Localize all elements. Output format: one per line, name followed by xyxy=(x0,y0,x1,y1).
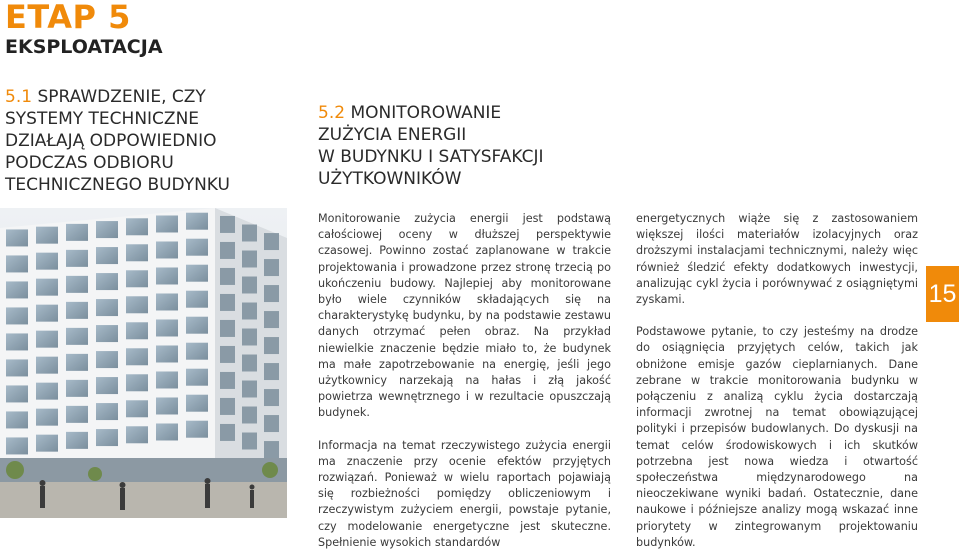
paragraph: Monitorowanie zużycia energii jest podstawą całościowej oceny w dłuższej perspektywie czasowej. Powinno zostać zaplanowane w trakcie projektowania i prowadzone przez stronę trzecią po ukończeniu budowy. Najlepiej aby monitorowane było wiele czynników składających się na charakterystykę budynku, by na podstawie zestawu danych otrzymać pełen obraz. Na przykład niewielkie znaczenie będzie miało to, że budynek ma małe zapotrzebowanie na energię, jeśli jego użytkownicy narzekają na hałas i złą jakość powietrza wewnętrznego i w rezultacie opuszczają budynek. xyxy=(318,212,611,420)
section-heading-5-2 xyxy=(318,102,618,190)
window xyxy=(186,343,208,360)
window xyxy=(156,371,178,388)
window xyxy=(264,259,279,276)
building-photo xyxy=(0,208,287,518)
window xyxy=(36,435,58,452)
section-title-line: TECHNICZNEGO BUDYNKU xyxy=(5,175,230,195)
window xyxy=(36,383,58,400)
window xyxy=(36,331,58,348)
window xyxy=(156,267,178,284)
window xyxy=(242,277,257,294)
window xyxy=(264,337,279,354)
window xyxy=(66,250,88,267)
window xyxy=(264,311,279,328)
window xyxy=(6,359,28,376)
window xyxy=(126,322,148,339)
window xyxy=(96,351,118,368)
text-column-left xyxy=(318,211,611,551)
window xyxy=(220,320,235,337)
window xyxy=(96,325,118,342)
window xyxy=(242,381,257,398)
window xyxy=(6,307,28,324)
window xyxy=(220,346,235,363)
window xyxy=(264,389,279,406)
section-heading-5-1 xyxy=(5,86,305,196)
window xyxy=(220,424,235,441)
window xyxy=(242,303,257,320)
window xyxy=(36,305,58,322)
window xyxy=(242,433,257,450)
window xyxy=(36,279,58,296)
window xyxy=(36,409,58,426)
window xyxy=(96,429,118,446)
window xyxy=(126,244,148,261)
chapter-title: ETAP 5 xyxy=(5,0,131,36)
window xyxy=(6,437,28,454)
page-number-badge xyxy=(926,266,959,322)
window xyxy=(220,216,235,233)
window xyxy=(242,329,257,346)
section-number: 5.1 xyxy=(5,87,33,107)
window xyxy=(186,369,208,386)
page-number: 15 xyxy=(928,279,957,308)
window xyxy=(242,407,257,424)
window xyxy=(126,426,148,443)
window xyxy=(36,253,58,270)
paragraph: Podstawowe pytanie, to czy jesteśmy na drodze do osiągnięcia przyjętych celów, takich jak obniżone emisje gazów cieplarnianych. Dane zebrane w trakcie monitorowania budynku w połączeniu z analizą cyklu życia dostarczają informacji zwrotnej na temat obowiązującej polityki i przepisów budowlanych. Do dyskusji na temat celów środowiskowych i ich skutków potrzebna jest nowa wiedza i otwartość społeczeństwa międzynarodowego na nieoczekiwane wyniki badań. Ostatecznie, dane naukowe i późniejsze analizy mogą wskazać inne priorytety w zintegrowanym projektowaniu budynków. xyxy=(636,325,918,549)
section-title-line: ZUŻYCIA ENERGII xyxy=(318,125,467,145)
window xyxy=(126,400,148,417)
section-title-line: MONITOROWANIE xyxy=(350,103,502,123)
window xyxy=(156,319,178,336)
window xyxy=(6,255,28,272)
window xyxy=(186,291,208,308)
section-title-line: DZIAŁAJĄ ODPOWIEDNIO xyxy=(5,131,217,151)
paragraph: energetycznych wiąże się z zastosowaniem większej ilości materiałów izolacyjnych oraz droższymi instalacjami technicznymi, należy więc również śledzić efekty dodatkowych inwestycji, analizując cykl życia i porównywać z osiągniętymi zyskami. xyxy=(636,212,918,307)
section-title-line: PODCZAS ODBIORU xyxy=(5,153,174,173)
window xyxy=(66,354,88,371)
window xyxy=(96,299,118,316)
window xyxy=(186,239,208,256)
window xyxy=(264,285,279,302)
window xyxy=(36,357,58,374)
window xyxy=(186,265,208,282)
window xyxy=(156,397,178,414)
window xyxy=(220,398,235,415)
window xyxy=(6,333,28,350)
window xyxy=(6,385,28,402)
window xyxy=(242,355,257,372)
office-building-illustration xyxy=(0,208,287,518)
window xyxy=(66,276,88,293)
window xyxy=(156,293,178,310)
window xyxy=(156,345,178,362)
window xyxy=(36,227,58,244)
window xyxy=(156,215,178,232)
window xyxy=(96,221,118,238)
window xyxy=(220,294,235,311)
window xyxy=(6,281,28,298)
window xyxy=(242,251,257,268)
window xyxy=(66,406,88,423)
window xyxy=(186,317,208,334)
window xyxy=(156,423,178,440)
window xyxy=(66,328,88,345)
window xyxy=(126,348,148,365)
window xyxy=(126,218,148,235)
text-column-right xyxy=(636,211,918,551)
window xyxy=(96,377,118,394)
window xyxy=(264,415,279,432)
window xyxy=(96,403,118,420)
window xyxy=(186,421,208,438)
window xyxy=(264,233,279,250)
window xyxy=(186,395,208,412)
section-title-line: UŻYTKOWNIKÓW xyxy=(318,169,462,189)
section-title-line: SYSTEMY TECHNICZNE xyxy=(5,109,200,129)
window xyxy=(264,441,279,458)
window xyxy=(96,247,118,264)
chapter-subtitle: EKSPLOATACJA xyxy=(5,36,163,58)
window xyxy=(126,296,148,313)
window xyxy=(242,225,257,242)
window xyxy=(66,302,88,319)
window xyxy=(220,268,235,285)
window xyxy=(66,380,88,397)
window xyxy=(264,363,279,380)
window xyxy=(220,372,235,389)
window xyxy=(220,242,235,259)
window xyxy=(126,374,148,391)
window xyxy=(186,213,208,230)
window xyxy=(6,411,28,428)
window xyxy=(126,270,148,287)
section-number: 5.2 xyxy=(318,103,346,123)
window xyxy=(6,229,28,246)
paragraph: Informacja na temat rzeczywistego zużycia energii ma znaczenie przy ocenie efektów przyjętych rozwiązań. Ponieważ w wielu raportach pojawiają się rozbieżności pomiędzy obliczeniowym i rzeczywistym zużyciem energii, powstaje pytanie, czy modelowanie energetyczne jest skuteczne. Spełnienie wysokich standardów xyxy=(318,438,611,549)
window xyxy=(66,224,88,241)
window xyxy=(66,432,88,449)
section-title-line: SPRAWDZENIE, CZY xyxy=(37,87,206,107)
window xyxy=(96,273,118,290)
section-title-line: W BUDYNKU I SATYSFAKCJI xyxy=(318,147,544,167)
window xyxy=(156,241,178,258)
